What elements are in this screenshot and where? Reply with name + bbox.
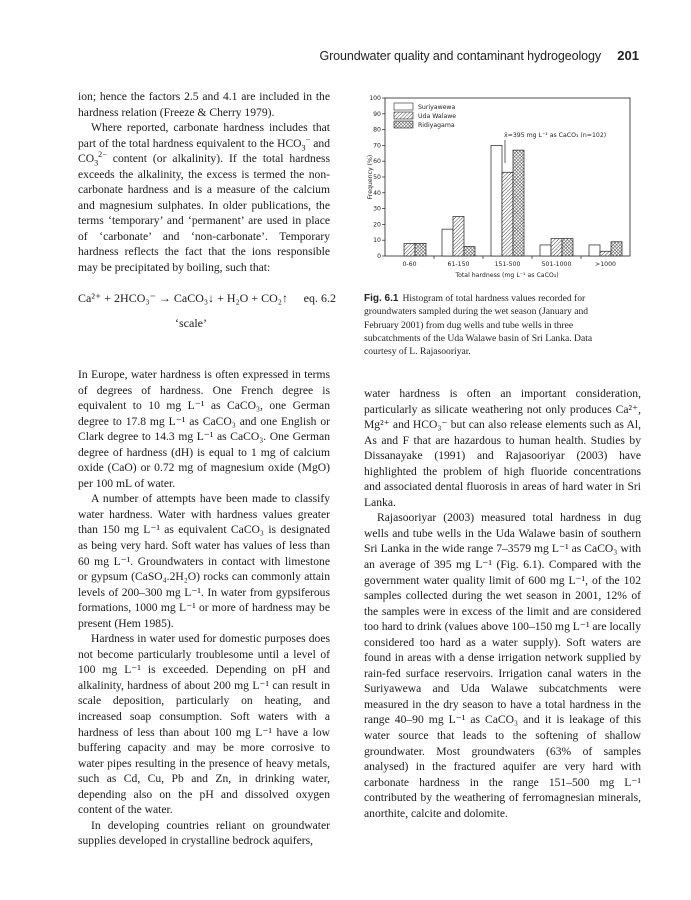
paragraph: ion; hence the factors 2.5 and 4.1 are included in the hardness relation (Freeze & Cherry 1979). — [78, 90, 330, 119]
chart-legend — [394, 103, 456, 129]
bar — [600, 251, 611, 256]
paragraph: Rajasooriyar (2003) measured total hardness in dug wells and tube wells in the Uda Walawe basin of southern Sri Lanka in the wide range 7–3579 mg L⁻¹ as CaCO₃ with an average of 395 mg L⁻¹ (Fig. 6.1). Compared with the government water quality limit of 600 mg L⁻¹, of the 102 samples collected during the wet season in 2001, 12% of the samples were in excess of the limit and are considered too hard to drink (values above 100–150 mg L⁻¹ are locally considered too hard as a water supply). Soft waters are found in areas with a dense irrigation network supplied by rain-fed surface reservoirs. Irrigation canal waters in the Suriyawewa and Uda Walawe subcatchments were measured in the dry season to have a total hardness in the range 40–90 mg L⁻¹ as CaCO₃ and it is leakage of this water source that leads to the softening of shallow groundwater. Most groundwaters (63% of samples analysed) in the fractured aquifer are very hard with carbonate hardness in the range 151–500 mg L⁻¹ contributed by the weathering of ferromagnesian minerals, anorthite, calcite and dolomite. — [364, 511, 641, 820]
bar — [415, 243, 426, 256]
y-tick-label: 60 — [373, 158, 381, 166]
bar — [453, 217, 464, 257]
mean-annotation: x̄=395 mg L⁻¹ as CaCO₃ (n=102) — [504, 132, 607, 139]
bar — [502, 172, 513, 256]
paragraph: water hardness is often an important consideration, particularly as silicate weathering not only produces Ca²⁺, Mg²⁺ and HCO₃⁻ but can also release elements such as Al, As and F that are hazardous to human health. Studies by Dissanayake (1991) and Rajasooriyar (2003) have highlighted the problem of high fluoride concentrations and associated dental fluorosis in areas of hard water in Sri Lanka. — [364, 387, 641, 509]
figure-label: Fig. 6.1 — [364, 293, 399, 304]
bar — [513, 150, 524, 256]
y-tick-label: 30 — [373, 205, 381, 213]
histogram-chart — [340, 90, 640, 290]
x-axis-label: Total hardness (mg L⁻¹ as CaCO₃) — [455, 272, 559, 279]
chart-bars — [404, 145, 622, 256]
y-tick-label: 100 — [369, 95, 381, 102]
equation-label: ‘scale’ — [175, 316, 207, 330]
paragraph: Where reported, carbonate hardness includes that part of the total hardness equivalent to the $HCO_3^-$ and $CO_3^{2-}$ content (or alkalinity). If the total hardness exceeds the alkalinity, the excess is termed the non-carbonate hardness and is a measure of the calcium and magnesium sulphates. In older publications, the terms ‘temporary’ and ‘permanent’ are used in place of ‘carbonate’ and ‘non-carbonate’. Temporary hardness reflects the fact that the ions responsible may be precipitated by boiling, such that: — [78, 121, 330, 275]
text-run: and CO — [78, 136, 330, 166]
right-column — [364, 386, 641, 821]
x-tick-label: 0-60 — [402, 261, 417, 268]
running-head-title: Groundwater quality and contaminant hydrogeology — [319, 49, 601, 63]
paragraph: In developing countries reliant on groundwater supplies developed in crystalline bedrock aquifers, — [78, 818, 330, 848]
text-run: content (or alkalinity). If the total hardness exceeds the alkalinity, the excess is termed the non-carbonate hardness and is a measure of the calcium and magnesium sulphates. In older publications, the terms ‘temporary’ and ‘permanent’ are used in place of ‘carbonate’ and ‘non-carbonate’. Temporary hardness reflects the fact that the ions responsible may be precipitated by boiling, such that: — [78, 152, 330, 275]
legend-swatch — [394, 112, 413, 119]
legend-swatch — [394, 103, 413, 110]
legend-label: Suriyawewa — [418, 104, 456, 111]
page-number: 201 — [617, 48, 639, 63]
legend-swatch — [394, 121, 413, 128]
bar — [442, 229, 453, 256]
bar — [491, 145, 502, 256]
x-tick-label: 151-500 — [494, 261, 521, 268]
legend-label: Ridiyagama — [418, 122, 455, 129]
y-axis-label: Frequency (%) — [367, 154, 374, 200]
y-tick-label: 80 — [373, 126, 381, 134]
y-tick-label: 50 — [373, 174, 381, 181]
bar — [551, 239, 562, 256]
text-run: Where reported, carbonate hardness includes that part of the total hardness equivalent to the HCO — [78, 121, 330, 150]
bar — [540, 245, 551, 256]
y-tick-label: 40 — [373, 189, 381, 197]
equation-formula: Ca²⁺ + 2HCO₃⁻ → CaCO₃↓ + H₂O + CO₂↑ — [78, 291, 288, 305]
bar — [611, 242, 622, 256]
bar — [404, 243, 415, 256]
y-tick-label: 20 — [373, 221, 381, 229]
y-tick-label: 0 — [377, 253, 381, 260]
left-column — [78, 89, 330, 276]
histogram-figure — [340, 90, 640, 290]
x-tick-label: >1000 — [595, 261, 616, 268]
bar — [562, 239, 573, 256]
bar — [464, 247, 475, 256]
left-column-continued — [78, 367, 330, 849]
y-tick-label: 70 — [373, 142, 381, 150]
y-tick-label: 10 — [373, 237, 381, 245]
legend-label: Uda Walawe — [418, 113, 457, 120]
paragraph: In Europe, water hardness is often expressed in terms of degrees of hardness. One French degree is equivalent to 10 mg L⁻¹ as CaCO₃, one German degree to 17.8 mg L⁻¹ as CaCO₃ and one English or Clark degree to 14.3 mg L⁻¹ as CaCO₃. One German degree of hardness (dH) is equal to 1 mg of calcium oxide (CaO) or 0.72 mg of magnesium oxide (MgO) per 100 mL of water. — [78, 368, 330, 490]
paragraph: Hardness in water used for domestic purposes does not become particularly troublesome until a level of 100 mg L⁻¹ is exceeded. Depending on pH and alkalinity, hardness of about 200 mg L⁻¹ can result in scale deposition, particularly on heating, and increased soap consumption. Soft waters with a hardness of less than about 100 mg L⁻¹ have a low buffering capacity and may be more corrosive to water pipes resulting in the presence of heavy metals, such as Cd, Cu, Pb and Zn, in drinking water, depending also on the pH and dissolved oxygen content of the water. — [78, 632, 330, 817]
x-tick-label: 61-150 — [447, 261, 470, 268]
equation-number: eq. 6.2 — [303, 291, 336, 305]
running-head — [0, 47, 691, 67]
figure-caption — [364, 292, 619, 358]
paragraph: A number of attempts have been made to classify water hardness. Water with hardness values greater than 150 mg L⁻¹ as equivalent CaCO₃ is designated as being very hard. Soft water has values of less than 60 mg L⁻¹. Groundwaters in contact with limestone or gypsum (CaSO₄.2H₂O) rocks can commonly attain levels of 200–300 mg L⁻¹. In water from gypsiferous formations, 1000 mg L⁻¹ or more of hardness may be present (Hem 1985). — [78, 492, 330, 630]
caption-text: Histogram of total hardness values recorded for groundwaters sampled during the wet season (January and February 2001) from dug wells and tube wells in three subcatchments of the Uda Walawe basin of Sri Lanka. Data courtesy of L. Rajasooriyar. — [364, 293, 593, 358]
bar — [589, 245, 600, 256]
y-tick-label: 90 — [373, 110, 381, 118]
x-tick-label: 501-1000 — [541, 261, 572, 268]
